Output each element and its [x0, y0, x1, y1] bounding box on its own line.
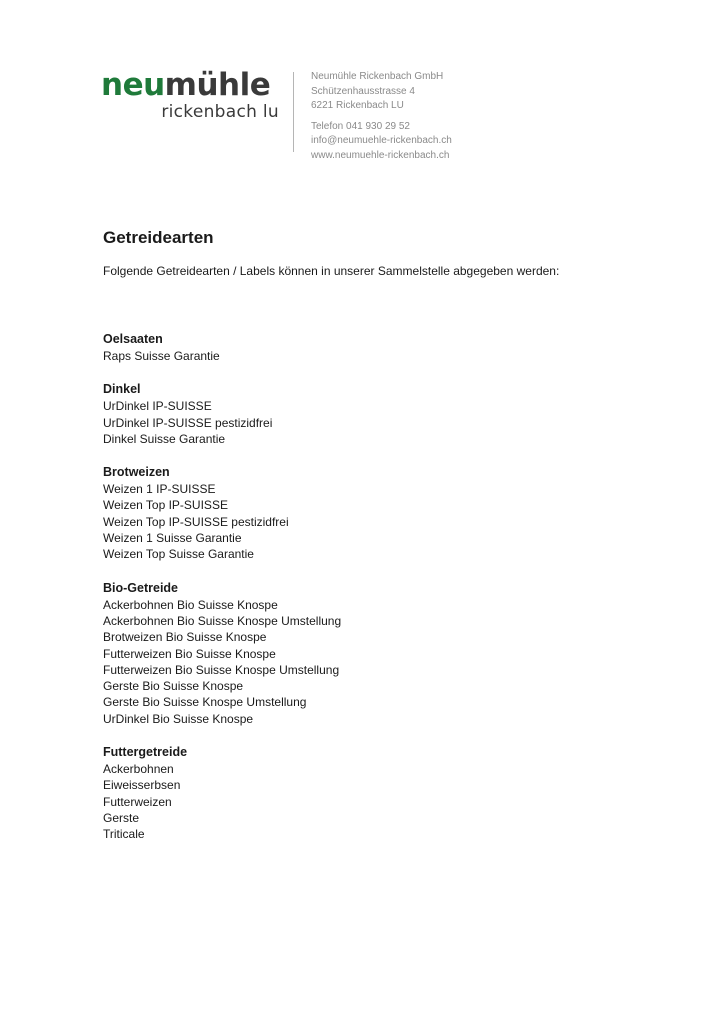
- list-item: Gerste Bio Suisse Knospe: [103, 679, 244, 694]
- section-title: Oelsaaten: [103, 332, 163, 346]
- list-item: Futterweizen Bio Suisse Knospe: [103, 646, 276, 661]
- document-title: Getreidearten: [103, 228, 214, 247]
- logo-muehle: mühle: [164, 67, 271, 103]
- list-item: Weizen Top IP-SUISSE: [103, 498, 228, 513]
- header-divider: [293, 72, 294, 152]
- section: [103, 744, 341, 842]
- list-item: Raps Suisse Garantie: [103, 349, 220, 363]
- list-item: Triticale: [103, 827, 145, 842]
- list-item: Eiweisserbsen: [103, 778, 181, 793]
- section-title: Dinkel: [103, 382, 141, 397]
- section-list: [103, 761, 341, 842]
- section: [103, 381, 341, 447]
- section-list: [103, 348, 341, 364]
- list-item: Brotweizen Bio Suisse Knospe: [103, 630, 267, 645]
- list-item: Ackerbohnen Bio Suisse Knospe: [103, 597, 278, 612]
- section: [103, 464, 341, 562]
- list-item: Gerste Bio Suisse Knospe Umstellung: [103, 695, 307, 710]
- list-item: UrDinkel IP-SUISSE pestizidfrei: [103, 415, 273, 430]
- list-item: Gerste: [103, 810, 140, 825]
- grain-sections: [103, 331, 341, 860]
- section-title: Bio-Getreide: [103, 580, 179, 595]
- section-list: [103, 597, 341, 727]
- list-item: Ackerbohnen Bio Suisse Knospe Umstellung: [103, 613, 342, 628]
- section: [103, 331, 341, 364]
- list-item: Dinkel Suisse Garantie: [103, 431, 226, 446]
- list-item: Weizen Top IP-SUISSE pestizidfrei: [103, 514, 289, 529]
- section-title: Futtergetreide: [103, 745, 188, 760]
- company-phone: Telefon 041 930 29 52: [311, 120, 410, 132]
- logo-neu: neu: [101, 67, 165, 103]
- list-item: UrDinkel IP-SUISSE: [103, 399, 212, 414]
- company-email[interactable]: info@neumuehle-rickenbach.ch: [311, 135, 452, 146]
- company-website[interactable]: www.neumuehle-rickenbach.ch: [311, 149, 450, 161]
- section-title: Brotweizen: [103, 465, 170, 480]
- section-list: [103, 481, 341, 562]
- document-intro: Folgende Getreidearten / Labels können in unserer Sammelstelle abgegeben werden:: [103, 264, 560, 278]
- list-item: Weizen 1 IP-SUISSE: [103, 482, 216, 497]
- logo-subtitle: rickenbach lu: [161, 102, 279, 122]
- company-logo: [101, 67, 279, 122]
- list-item: Weizen Top Suisse Garantie: [103, 547, 254, 562]
- company-city: 6221 Rickenbach LU: [311, 100, 404, 111]
- list-item: Futterweizen Bio Suisse Knospe Umstellung: [103, 662, 340, 677]
- list-item: Weizen 1 Suisse Garantie: [103, 531, 242, 546]
- list-item: Ackerbohnen: [103, 762, 174, 777]
- company-name: Neumühle Rickenbach GmbH: [311, 71, 444, 82]
- list-item: UrDinkel Bio Suisse Knospe: [103, 711, 254, 726]
- section-list: [103, 398, 341, 447]
- company-street: Schützenhausstrasse 4: [311, 85, 415, 97]
- list-item: Futterweizen: [103, 794, 172, 809]
- logo-wordmark: [101, 67, 279, 103]
- section: [103, 580, 341, 727]
- contact-block: [311, 70, 452, 163]
